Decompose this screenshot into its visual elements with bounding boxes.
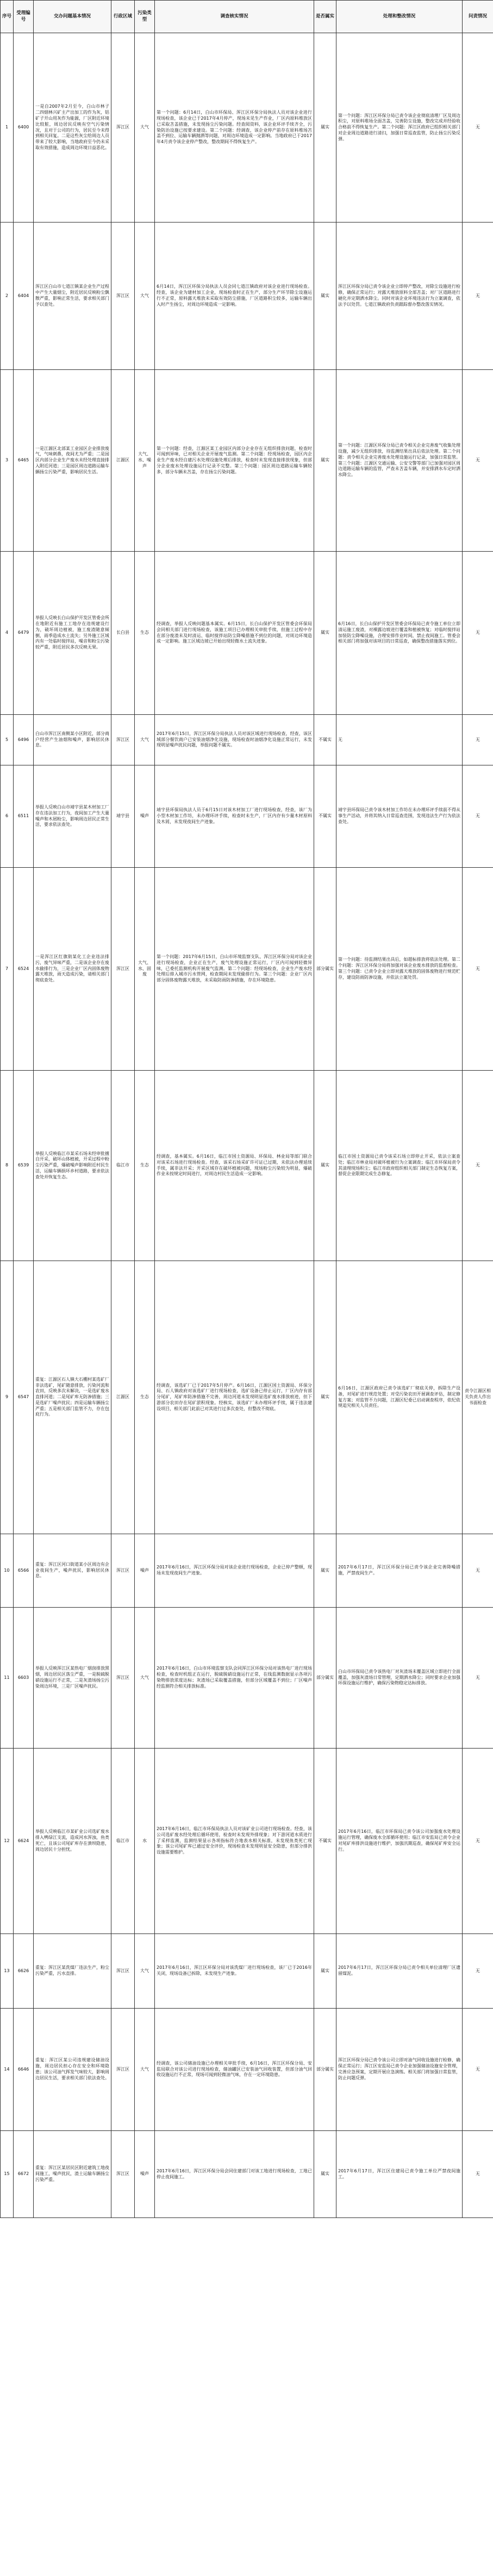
cell-verified: 属实 [314, 223, 336, 370]
cell-basic: 重复：浑江区某公司违规建设储油设施，周边居民担心存在安全和环境隐患；该公司油气挥发气味较大，影响周边居民生活，要求相关部门依法查处。 [34, 2009, 111, 2131]
cell-handling: 6月16日，江源区政府已责令该选矿厂彻底关停，拆除生产设备，对尾矿进行规范处置；对受污染农田开展调查评估，制定修复方案；对监管不力问题，江源区纪委已启动调查程序，依纪依规追究相关人员责任。 [336, 1261, 463, 1534]
cell-region: 临江市 [111, 1071, 135, 1261]
cell-account: 无 [463, 1534, 493, 1608]
cell-type: 大气 [135, 223, 155, 370]
cell-basic: 举报人反映浑江区某热电厂烟囱排放黑烟，周边居民区落尘严重，一是脱硫脱硝设施运行不正常，二是灰渣场扬尘污染周边环境，三是厂区噪声扰民。 [34, 1608, 111, 1749]
cell-type: 大气、水、固废 [135, 868, 155, 1071]
cell-survey: 2017年6月15日，浑江区环保分局执法人员对该区域进行现场检查，经查，该区域部分餐饮商户已安装油烟净化设施，现场检查时油烟净化设施正常运行，未发现明显噪声扰民问题，举报问题不属实。 [155, 715, 314, 765]
cell-verified: 部分属实 [314, 868, 336, 1071]
cell-survey: 靖宇县环保局执法人员于6月15日对该木材加工厂进行现场检查，经查，该厂为小型木材加工作坊，未办理环评手续，检查时未生产，厂区内存有少量木材原料及木屑，未发现夜间生产迹象。 [155, 765, 314, 868]
cell-verified: 不属实 [314, 715, 336, 765]
cell-basic: 举报人反映长白山保护开发区管委会所在地附近有施工工地存在违规建设行为，破坏周边植被，施工废渣随意倾倒，雨季造成水土流失；另外施工区域内有一处临时搅拌站，噪音和粉尘污染较严重，附近居民多次反映无果。 [34, 552, 111, 715]
header-cell-handling: 处理和整改情况 [336, 1, 463, 33]
cell-account: 无 [463, 33, 493, 223]
header-cell-id: 受理编号 [14, 1, 34, 33]
table-row [1, 1261, 493, 1534]
cell-handling: 白山市环保局已责令该热电厂对灰渣场未覆盖区域立即进行全面覆盖，加强灰渣场日常管理，定期洒水降尘；同时要求企业加强环保设施运行维护，确保污染物稳定达标排放。 [336, 1608, 463, 1749]
cell-basic: 一是自2007年2月至今，白山市林子二四烟林兴矿主产出加工的作为灰，铝矿子开山用灰作为能源，厂区附近环境比较脏，周边居民反映有空气污染情况，且对于公司的行为，居民至今未得到相关回复。二是这些灰尘给周边人员带来了较大影响，当地政府至今仍未采取有效措施，造成周边环境日益恶化。 [34, 33, 111, 223]
cell-seq: 6 [1, 765, 14, 868]
cell-id: 6511 [14, 765, 34, 868]
cell-handling: 临江市国土资源局已责令该采石场立即停止开采，依法立案查处；临江市林业局对破坏植被行为立案调查；临江市环保局责令其清理现场积尘；临江市政府组织相关部门制定生态恢复方案，督促企业限期完成生态修复。 [336, 1071, 463, 1261]
cell-verified: 属实 [314, 1261, 336, 1534]
cell-survey: 第一个问题：2017年6月15日，白山市环境监察支队、浑江区环保分局对该企业进行现场检查，企业正在生产，废气处理设施正常运行，厂区内可闻到轻微异味，已委托监测机构开展废气监测。第二个问题：经现场检查，企业生产废水经处理后排入城市污水管网，检查期间未发现偷排行为。第三个问题：企业厂区内部分固体废物露天堆放，未采取防雨防渗措施，存在环境隐患。 [155, 868, 314, 1071]
cell-seq: 9 [1, 1261, 14, 1534]
cell-verified: 属实 [314, 1534, 336, 1608]
cell-survey: 经调查，基本属实。6月16日，临江市国土资源局、环保局、林业局等部门联合对该采石场进行现场检查。经查，该采石场采矿许可证已过期，未依法办理延续手续，属非法开采；开采区域存在破坏植被问题，现场粉尘污染较为明显，爆破作业未按规定时间进行，对周边村民生活造成一定影响。 [155, 1071, 314, 1261]
header-cell-account: 问责情况 [463, 1, 493, 33]
cell-basic: 举报人反映临江市某采石场未经审批擅自开采，破坏山体植被，开采过程中粉尘污染严重，爆破噪声影响附近村民生活，运输车辆损坏乡村道路，要求依法查处并恢复生态。 [34, 1071, 111, 1261]
cell-verified: 部分属实 [314, 2009, 336, 2131]
table-header [1, 1, 493, 33]
cell-type: 大气 [135, 715, 155, 765]
cell-basic: 举报人反映临江市某矿业公司选矿废水排入鸭绿江支流，造成河水浑浊，鱼类死亡，且该公司尾矿库存在溃坝隐患，周边居民十分担忧。 [34, 1749, 111, 1934]
cell-region: 江源区 [111, 1261, 135, 1534]
cell-basic: 重复：浑江区某居民区附近建筑工地夜间施工，噪声扰民，渣土运输车辆扬尘污染严重。 [34, 2131, 111, 2218]
cell-handling: 靖宇县环保局已责令该木材加工作坊在未办理环评手续前不得从事生产活动，并将其纳入日常巡查范围，发现违法生产行为依法查处。 [336, 765, 463, 868]
cell-account: 无 [463, 715, 493, 765]
cell-account: 无 [463, 223, 493, 370]
cell-region: 靖宇县 [111, 765, 135, 868]
cell-type: 生态 [135, 1071, 155, 1261]
cell-id: 6646 [14, 2009, 34, 2131]
cell-id: 6603 [14, 1608, 34, 1749]
cell-handling: 第一个问题：待监测结果出具后，如超标排放将依法处理。第二个问题：浑江区环保分局将加强对该企业废水排放的监督检查。第三个问题：已责令企业立即对露天堆放的固体废物进行规范贮存，建设防雨防渗设施，并依法立案处罚。 [336, 868, 463, 1071]
cell-survey: 2017年6月16日，浑江区环保分局对该洗煤厂进行现场检查，该厂已于2016年关闭，现场设备已拆除，未发现生产迹象。 [155, 1934, 314, 2009]
cell-basic: 一是浑江区红旗街某化工企业违法排污，废气异味严重，二是该企业存在废水偷排行为，三是企业厂区内固体废物露天堆放，雨天造成污染，请相关部门彻底查处。 [34, 868, 111, 1071]
cell-verified: 不属实 [314, 1749, 336, 1934]
cell-seq: 4 [1, 552, 14, 715]
cell-id: 6524 [14, 868, 34, 1071]
cell-type: 大气 [135, 1608, 155, 1749]
table-body [1, 33, 493, 2218]
table-row [1, 223, 493, 370]
cell-seq: 12 [1, 1749, 14, 1934]
cell-id: 6404 [14, 223, 34, 370]
cell-id: 6624 [14, 1749, 34, 1934]
cell-verified: 属实 [314, 370, 336, 552]
header-cell-seq: 序号 [1, 1, 14, 33]
cell-region: 浑江区 [111, 2131, 135, 2218]
cell-verified: 不属实 [314, 765, 336, 868]
cell-region: 浑江区 [111, 868, 135, 1071]
cell-id: 6496 [14, 715, 34, 765]
header-cell-basic: 交办问题基本情况 [34, 1, 111, 33]
cell-verified: 属实 [314, 552, 336, 715]
cell-id: 6547 [14, 1261, 34, 1534]
cell-region: 浑江区 [111, 1608, 135, 1749]
cell-handling: 2017年6月17日，浑江区环保分局已责令该企业完善降噪措施，严禁夜间生产。 [336, 1534, 463, 1608]
cell-survey: 2017年6月16日，浑江区环保分局会同住建部门对该工地进行现场检查，工地已停止夜间施工。 [155, 2131, 314, 2218]
cell-survey: 经调查，该选矿厂已于2017年5月停产。6月16日，江源区国土资源局、环保分局、石人镇政府对该选矿厂进行现场检查，选矿设备已停止运行，厂区内存有部分尾矿，尾矿库防渗措施不完善，周边河道未发现明显选矿废水排放痕迹，但下游部分农田存在尾矿淤积现象。经核实，该选矿厂未办理环评手续，属于违法建设项目，相关部门此前已对其进行过多次查处，但整改不彻底。 [155, 1261, 314, 1534]
cell-id: 6400 [14, 33, 34, 223]
cell-handling: 2017年6月17日，浑江区环保分局已责令相关单位清理厂区遗留煤泥。 [336, 1934, 463, 2009]
cell-type: 水 [135, 1749, 155, 1934]
cell-id: 6539 [14, 1071, 34, 1261]
cell-basic: 举报人反映白山市靖宇县某木材加工厂存在违法加工行为，夜间加工产生大量噪声和木屑粉尘，影响周边居民正常生活，要求依法查处。 [34, 765, 111, 868]
cell-id: 6626 [14, 1934, 34, 2009]
cell-survey: 6月14日，浑江区环保分局执法人员会同七道江镇政府对该企业进行现场检查。经查，该企业为建材加工企业，现场检查时正在生产，部分生产环节除尘设施运行不正常，原料露天堆放未采取有效防尘措施，厂区道路积尘较多，运输车辆出入时产生扬尘，对周边环境造成一定影响。 [155, 223, 314, 370]
cell-seq: 7 [1, 868, 14, 1071]
cell-account: 无 [463, 1071, 493, 1261]
cell-type: 大气、水、噪声 [135, 370, 155, 552]
cell-seq: 11 [1, 1608, 14, 1749]
cell-basic: 重复：浑江区河口街道某小区周边有企业夜间生产，噪声扰民，影响居民休息。 [34, 1534, 111, 1608]
cell-account: 无 [463, 765, 493, 868]
cell-seq: 1 [1, 33, 14, 223]
table-row [1, 765, 493, 868]
cell-verified: 部分属实 [314, 1608, 336, 1749]
table-row [1, 1749, 493, 1934]
cell-seq: 2 [1, 223, 14, 370]
cell-account: 无 [463, 2131, 493, 2218]
cell-id: 6672 [14, 2131, 34, 2218]
table-row [1, 1934, 493, 2009]
table-row [1, 715, 493, 765]
header-cell-region: 行政区域 [111, 1, 135, 33]
cell-basic: 白山市浑江区南侧某小区附近，部分商户经营产生油烟和噪声，影响居民休息。 [34, 715, 111, 765]
cell-handling: 6月16日，长白山保护开发区管委会环保局已责令施工单位立即清运施工废渣，对裸露边坡进行覆盖和植被恢复；对临时搅拌站加装防尘降噪设施，合理安排作业时间，禁止夜间施工。管委会相关部门将加强对该项目的日常巡查，确保整改措施落实到位。 [336, 552, 463, 715]
cell-basic: 重复：浑江区某洗煤厂违法生产，粉尘污染严重，污水直排。 [34, 1934, 111, 2009]
cell-verified: 属实 [314, 33, 336, 223]
cell-basic: 一是江源区北部某工业园区企业排放废气，气味刺鼻，夜间尤为严重；二是园区内部分企业生产废水未经处理直接排入附近河道；三是园区周边道路运输车辆扬尘污染严重，影响居民生活。 [34, 370, 111, 552]
cell-type: 噪声 [135, 2131, 155, 2218]
cell-seq: 15 [1, 2131, 14, 2218]
cell-region: 临江市 [111, 1749, 135, 1934]
cell-survey: 第一个问题：6月14日，白山市环保局、浑江区环保分局执法人员对该企业进行现场检查，该企业已于2017年4月停产，现场未见生产作业，厂区内原料堆放区已采取苫盖措施，未发现扬尘污染问题。经查阅资料，该企业环评手续齐全，污染防治设施已按要求建设。第二个问题：经调查，该企业停产前存在原料堆场苫盖不到位、运输车辆抛洒等问题，对周边环境造成一定影响。当地政府已于2017年4月责令该企业停产整改，整改期间不得恢复生产。 [155, 33, 314, 223]
table-row [1, 33, 493, 223]
cell-region: 浑江区 [111, 223, 135, 370]
cell-basic: 浑江区白山市七道江镇某企业生产过程中产生大量烟尘，附近居民反映粉尘飘散严重，影响正常生活，要求相关部门予以查处。 [34, 223, 111, 370]
cell-account: 无 [463, 2009, 493, 2131]
cell-account: 无 [463, 1749, 493, 1934]
cell-region: 浑江区 [111, 1534, 135, 1608]
cell-survey: 经调查，该公司储油设施已办理相关审批手续，6月16日，浑江区环保分局、安监局联合对该公司进行现场检查，储油罐区已安装油气回收装置，但部分油气回收设施运行不正常，现场可闻到轻微油气味，存在一定环境隐患。 [155, 2009, 314, 2131]
cell-handling: 无 [336, 715, 463, 765]
cell-verified: 属实 [314, 2131, 336, 2218]
cell-type: 大气 [135, 2009, 155, 2131]
table-row [1, 2131, 493, 2218]
cell-basic: 重复：江源区石人镇大石棚村某选矿厂非法选矿，尾矿随意排放，污染河流和农田，反映多次未解决，一是选矿废水直排河道；二是尾矿库无防渗措施；三是选矿厂噪声扰民；四是运输车辆扬尘严重；五是相关部门监管不力，存在包庇行为。 [34, 1261, 111, 1534]
cell-type: 噪声 [135, 765, 155, 868]
cell-seq: 8 [1, 1071, 14, 1261]
table-row [1, 1608, 493, 1749]
cell-handling: 2017年6月16日，临江市环保局已责令该公司加强废水处理设施运行管理，确保废水全部循环使用；临江市安监局已责令企业对尾矿库排洪设施进行维护，加强汛期巡查，确保尾矿库安全运行。 [336, 1749, 463, 1934]
cell-verified: 属实 [314, 1071, 336, 1261]
cell-survey: 第一个问题：经查，江源区某工业园区内部分企业存在无组织排放问题，检查时可闻到异味，已对相关企业开展废气监测。第二个问题：经现场检查，园区内企业生产废水经自建污水处理设施处理后排放，检查时未发现直接排放现象，但部分企业废水处理设施运行记录不完整。第三个问题：园区周边道路运输车辆较多，部分车辆未苫盖，存在扬尘污染问题。 [155, 370, 314, 552]
cell-region: 浑江区 [111, 33, 135, 223]
cell-survey: 2017年6月16日，临江市环保局执法人员对该矿业公司进行现场检查。经查，该公司选矿废水经处理后循环使用，检查时未发现外排现象；对下游河道水质进行了采样监测，监测结果显示各项指标符合地表水相关标准，未发现鱼类死亡现象；该公司尾矿库已通过安全评价，现场检查未发现明显安全隐患，但部分排洪设施需要维护。 [155, 1749, 314, 1934]
cell-account: 责令江源区相关负责人作出书面检查 [463, 1261, 493, 1534]
cell-handling: 第一个问题：江源区环保分局已责令相关企业完善废气收集处理设施，减少无组织排放，待监测结果出具后依法处理。第二个问题：责令相关企业完善废水处理设施运行记录，加强日常监管。第三个问题：江源区交通运输、公安交警等部门已加强对园区周边道路运输车辆的监管，严查未苫盖车辆，并安排洒水车定时洒水降尘。 [336, 370, 463, 552]
header-row [1, 1, 493, 33]
cell-handling: 第一个问题：浑江区环保分局已责令该企业彻底清理厂区及周边积尘，对原料堆场全面苫盖，完善防尘设施，整改完成并经验收合格前不得恢复生产。第二个问题：浑江区政府已组织相关部门对企业周边道路进行清扫，加强日常巡查监管，防止扬尘污染反弹。 [336, 33, 463, 223]
header-cell-type: 污染类型 [135, 1, 155, 33]
cell-id: 6566 [14, 1534, 34, 1608]
cell-id: 6465 [14, 370, 34, 552]
cell-handling: 浑江区环保分局已责令该企业立即停产整改，对除尘设施进行检修，确保正常运行；对露天堆放原料全部苫盖；对厂区道路进行硬化并定期洒水降尘。同时对该企业环境违法行为立案调查，依法予以处罚。七道江镇政府负责跟踪督办整改落实情况。 [336, 223, 463, 370]
cell-account: 无 [463, 868, 493, 1071]
cell-survey: 2017年6月16日，浑江区环保分局对该企业进行现场检查，企业已停产整顿，现场未发现夜间生产迹象。 [155, 1534, 314, 1608]
table-row [1, 552, 493, 715]
table-row [1, 370, 493, 552]
cell-type: 大气 [135, 1934, 155, 2009]
table-row [1, 2009, 493, 2131]
cell-type: 噪声 [135, 1534, 155, 1608]
cell-seq: 14 [1, 2009, 14, 2131]
cell-id: 6479 [14, 552, 34, 715]
header-cell-survey: 调查核实情况 [155, 1, 314, 33]
cell-region: 浑江区 [111, 715, 135, 765]
cell-verified: 属实 [314, 1934, 336, 2009]
cell-account: 无 [463, 370, 493, 552]
cell-region: 浑江区 [111, 1934, 135, 2009]
cell-seq: 5 [1, 715, 14, 765]
cell-region: 长白县 [111, 552, 135, 715]
cell-account: 无 [463, 1934, 493, 2009]
cell-seq: 13 [1, 1934, 14, 2009]
table-row [1, 1534, 493, 1608]
cell-handling: 浑江区环保分局已责令该公司立即对油气回收设施进行检修，确保正常运行；浑江区安监局已责令企业加强储油设施安全管理，完善应急预案，定期开展应急演练。相关部门将加强日常监管，防止问题反弹。 [336, 2009, 463, 2131]
header-cell-verified: 是否属实 [314, 1, 336, 33]
cell-seq: 3 [1, 370, 14, 552]
cell-survey: 2017年6月16日，白山市环境监察支队会同浑江区环保分局对该热电厂进行现场检查，检查时机组正在运行，脱硫脱硝设施运行正常，在线监测数据显示各项污染物排放浓度达标；灰渣场已采取覆盖措施，但部分区域覆盖不到位；厂区噪声经监测符合相关排放标准。 [155, 1608, 314, 1749]
table-row [1, 868, 493, 1071]
cell-type: 生态 [135, 552, 155, 715]
cell-survey: 经调查，举报人反映问题基本属实。6月15日，长白山保护开发区管委会环保局会同相关部门进行现场检查，该施工项目已办理相关审批手续，但施工过程中存在部分废渣未及时清运、临时搅拌站防尘降噪措施不到位的问题，对周边环境造成一定影响。施工区域边坡已开始出现轻微水土流失迹象。 [155, 552, 314, 715]
cell-region: 浑江区 [111, 2009, 135, 2131]
cell-account: 无 [463, 552, 493, 715]
table-row [1, 1071, 493, 1261]
cell-account: 无 [463, 1608, 493, 1749]
cell-type: 生态 [135, 1261, 155, 1534]
cell-seq: 10 [1, 1534, 14, 1608]
cell-region: 江源区 [111, 370, 135, 552]
cell-handling: 2017年6月17日，浑江区住建局已责令施工单位严禁夜间施工。 [336, 2131, 463, 2218]
cell-type: 大气 [135, 33, 155, 223]
